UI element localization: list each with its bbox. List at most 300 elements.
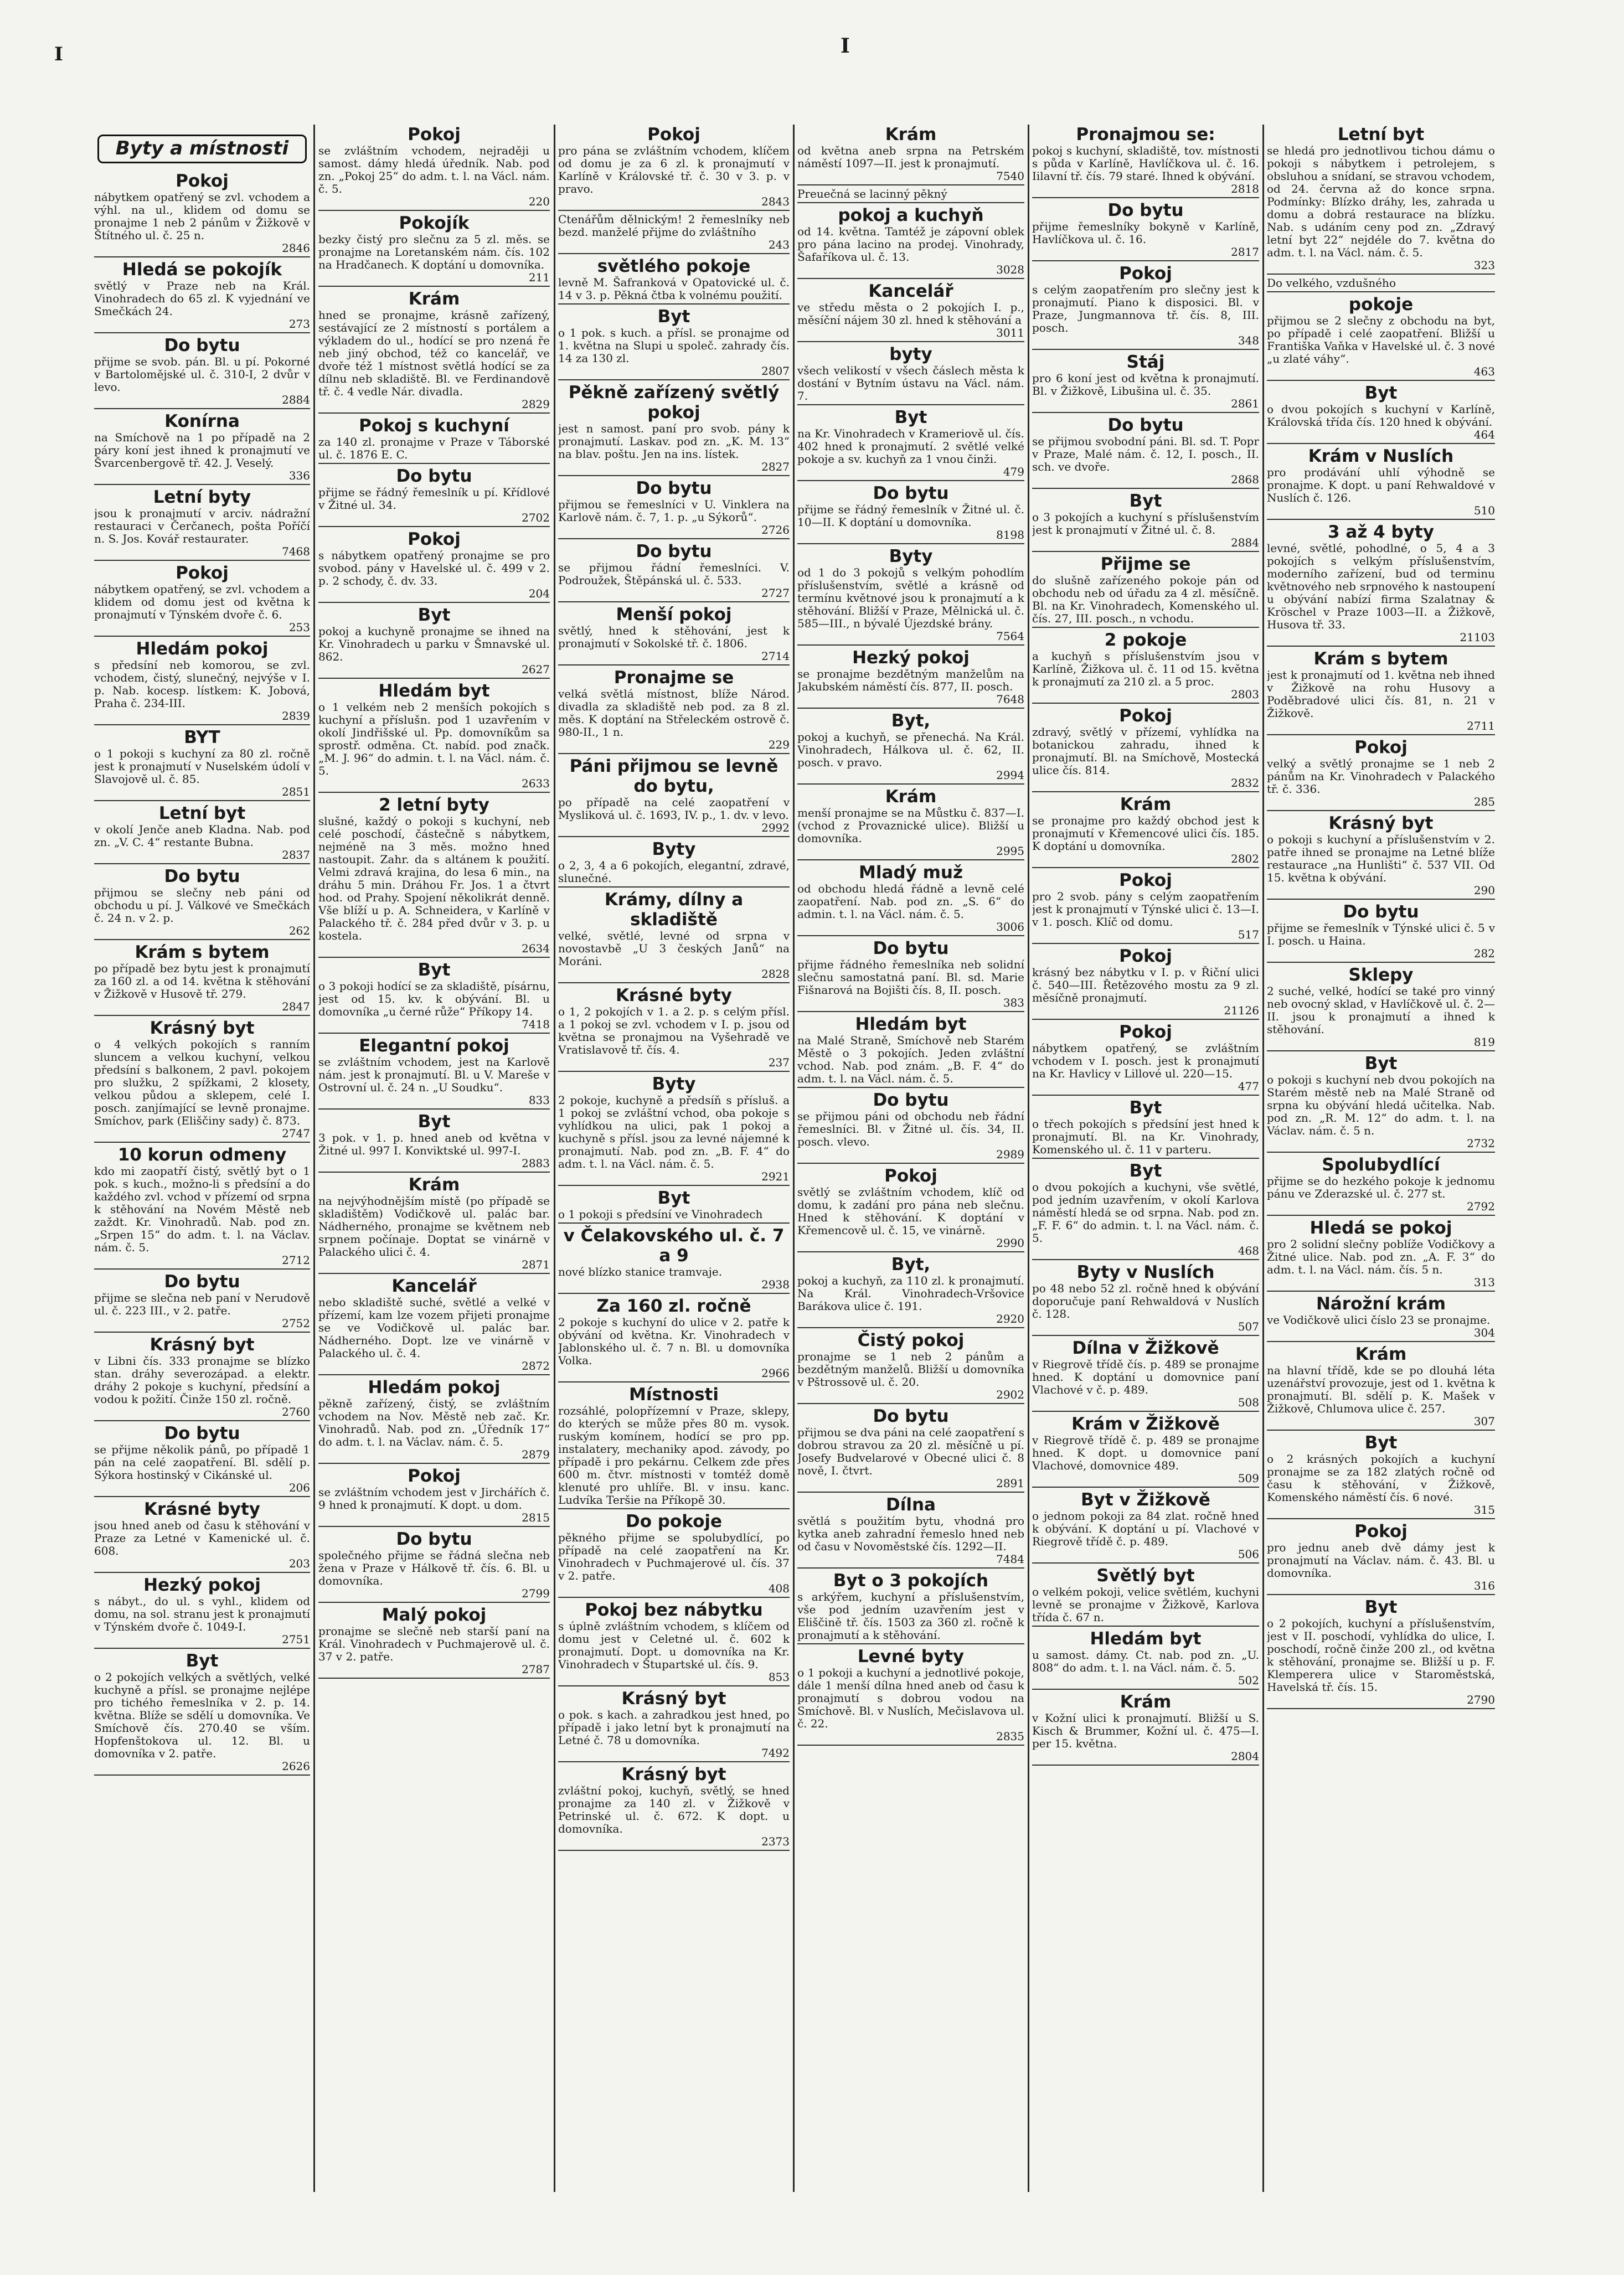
- ad-number: 204: [528, 587, 550, 600]
- ad-heading: Do bytu: [873, 938, 949, 958]
- ad-body: pro 2 solidní slečny poblíže Vodičkovy a Žitné ulice. Nab. pod zn. „A. F. 3“ do adm. t. l. na Václ. nám. čís. 5 n.: [1267, 1237, 1495, 1276]
- classified-ad: [1267, 737, 1495, 811]
- classified-ad: [318, 960, 550, 1034]
- ad-number: 2726: [761, 523, 790, 536]
- classified-ad: [797, 1166, 1024, 1252]
- ad-number: 285: [1473, 795, 1495, 808]
- classified-ad: [797, 125, 1024, 185]
- ad-body: se pronajme bezdětným manželům na Jakubském náměstí čís. 877, II. posch.: [797, 667, 1024, 693]
- classified-ad: [318, 1112, 550, 1173]
- ad-body: o 1 pokoji s kuchyní za 80 zl. ročně jest k pronajmutí v Nuselském údolí v Slavojově ul. č. 85.: [94, 747, 310, 786]
- ad-body: slušné, každý o pokoji s kuchyní, neb celé poschodí, částečně s nábytkem, nejméně na 3 měs. možno hned nastoupit. Zahr. da s altánem k použití. Velmi zdravá krajina, do lesa 6 min., na dráhu 5 min. Dráhou Fr. Jos. 1 a čtvrt hod. od Prahy. Spojení několikrát denně. Vše blíží u p. A. Schneidera, v Karlíně v Palackého tř. č. 284 před dvůr v 3. p. u kostela.: [318, 814, 550, 942]
- classified-ad: [1032, 1262, 1259, 1336]
- ad-body: na Kr. Vinohradech v Krameriově ul. čís. 402 hned k pronajmutí. 2 světlé velké pokoje a sv. kuchyň za 1 vnou činži.: [797, 427, 1024, 466]
- ad-body: pro 2 svob. pány s celým zaopatřením jest k pronajmutí v Týnské ulici č. 13—I. v 1. posch. Klíč od domu.: [1032, 890, 1259, 928]
- ad-number: 2747: [282, 1127, 310, 1140]
- ad-body: přijme řemeslníky bokyně v Karlíně, Havlíčkova ul. č. 16.: [1032, 220, 1259, 246]
- ad-body: se pronajme pro každý obchod jest k pronajmutí v Křemencové ulici čís. 185. K doptání u domovníka.: [1032, 814, 1259, 853]
- ad-body: u samost. dámy. Ct. nab. pod zn. „U. 808“ do adm. t. l. na Václ. nám. č. 5.: [1032, 1648, 1259, 1674]
- ad-body: se hledá pro jednotlivou tichou dámu o pokoji s nábytkem i petrolejem, s obsluhou a snídaní, se stravou vchodem, od 24. června až do konce srpna. Podmínky: Blízko dráhy, les, zahrada u domu a dobrá restaurace na blízku. Nab. s udáním ceny pod zn. „Zdravý letní byt 22“ nejdéle do 7. května do adm. t. l. na Václ. nám. č. 5.: [1267, 144, 1495, 259]
- ad-body: světlý se zvláštním vchodem, klíč od domu, k zadání pro pána neb slečnu. Hned k stěhování. K doptání v Křemencově ul. č. 15, ve vinárně.: [797, 1185, 1024, 1237]
- ad-number: 282: [1473, 947, 1495, 960]
- ad-heading: pokoje: [1348, 295, 1414, 314]
- ad-body: všech velikostí v všech čáslech města k dostání v Bytním ústavu na Václ. nám. 7.: [797, 364, 1024, 403]
- ad-body: o 2, 3, 4 a 6 pokojích, elegantní, zdravé, slunečné.: [558, 859, 790, 885]
- ad-heading: Byt,: [891, 1255, 931, 1275]
- ad-number: 2627: [522, 663, 550, 676]
- ad-body: v okolí Jenče aneb Kladna. Nab. pod zn. „V. C. 4“ restante Bubna.: [94, 823, 310, 849]
- classified-ad: [318, 213, 550, 287]
- ad-heading: Krám s bytem: [135, 942, 270, 962]
- ad-heading: Nárožní krám: [1316, 1294, 1446, 1314]
- ad-number: 2871: [522, 1258, 550, 1271]
- ad-number: 7492: [761, 1746, 790, 1760]
- ad-number: 7484: [996, 1552, 1024, 1566]
- ad-heading: Pokoj: [408, 1466, 461, 1486]
- classified-ad: [318, 416, 550, 464]
- classified-ad: [1267, 125, 1495, 275]
- ad-number: 253: [288, 621, 310, 634]
- classified-ad: [318, 289, 550, 414]
- ad-heading: Do bytu: [873, 483, 949, 503]
- ad-heading: Páni přijmou se levně do bytu,: [569, 756, 779, 796]
- classified-ad: [558, 213, 790, 254]
- ad-heading: Pokoj: [1354, 1521, 1408, 1541]
- classified-ad: [1032, 352, 1259, 413]
- ad-heading: Krám: [1355, 1344, 1407, 1364]
- ad-number: 2817: [1231, 245, 1259, 259]
- classified-ad: [558, 1511, 790, 1598]
- ad-body: pěkně zařízený, čistý, se zvláštním vchodem na Nov. Městě neb zač. Kr. Vinohradů. Nab. pod zn. „Úředník 17“ do adm. t. l. na Václav. nám. č. 5.: [318, 1397, 550, 1448]
- ad-number: 468: [1238, 1244, 1259, 1257]
- ad-number: 502: [1238, 1674, 1259, 1687]
- ad-heading: Krám v Nuslích: [1308, 446, 1454, 466]
- classified-ad: [1267, 1344, 1495, 1431]
- classified-ad: [558, 256, 790, 305]
- ad-body: o 2 pokojích velkých a světlých, velké kuchyně a přísl. se pronajme nejlépe pro tichého řemeslníka v 2. p. 14. května. Blíže se sdělí u domovníka. Ve Smíchově čís. 270.40 se vším. Hopfenštokova ul. 12. Bl. u domovníka v 2. patře.: [94, 1670, 310, 1760]
- ad-number: 2815: [522, 1511, 550, 1524]
- ad-number: 2868: [1231, 473, 1259, 486]
- ad-number: 2920: [996, 1312, 1024, 1325]
- classified-ad: [558, 1074, 790, 1186]
- ad-heading: Hledám pokoj: [368, 1378, 501, 1397]
- ad-heading: Do bytu: [396, 1529, 472, 1549]
- ad-heading: Byt o 3 pokojích: [833, 1571, 989, 1591]
- ad-number: 290: [1473, 884, 1495, 897]
- ad-body: kdo mi zaopatří čistý, světlý byt o 1 pok. s kuch., možno-li s předsíní a do každého zvl. vchod v přízemí od srpna k stěhování na Novém Městě neb zaždt. Kr. Vinohradů. Nab. pod zn. „Srpen 15“ do adm. t. l. na Václav. nám. č. 5.: [94, 1164, 310, 1254]
- ad-body: přijme řádného řemeslníka neb solidní slečnu samostatná paní. Bl. sd. Marie Fišnarová na Bojišti čís. 8, II. posch.: [797, 958, 1024, 997]
- classified-ad: [318, 795, 550, 958]
- classified-ad: [94, 639, 310, 725]
- ad-body: rozsáhlé, polopřízemní v Praze, sklepy, do kterých se může přes 80 m. vysok. ruským komínem, hodící se pro pp. instalatery, mechaniky apod. závody, po případě i pro pekárnu. Celkem zde přes 600 m. čtvr. místnosti v tomtéž domě klenuté pro uhlíře. Bl. v insu. kanc. Ludvíka Teršie na Příkopě 30.: [558, 1404, 790, 1507]
- ad-number: 464: [1473, 428, 1495, 441]
- ad-heading: byty: [889, 344, 932, 364]
- ad-heading: Pokoj: [884, 1166, 937, 1186]
- ad-body: v Kožní ulici k pronajmutí. Bližší u S. Kisch & Brummer, Kožní ul. č. 475—I. per 15. května.: [1032, 1711, 1259, 1750]
- ad-number: 833: [528, 1093, 550, 1107]
- ad-heading: BYT: [184, 728, 220, 747]
- classified-ad: [94, 487, 310, 561]
- ad-heading: Byt,: [891, 711, 931, 731]
- classified-ad: [1032, 1098, 1259, 1159]
- ad-body: přijme se slečna neb paní v Nerudově ul. č. 223 III., v 2. patře.: [94, 1291, 310, 1317]
- ad-body: světlý v Praze neb na Král. Vinohradech do 65 zl. K vyjednání ve Smečkách 24.: [94, 279, 310, 318]
- ad-number: 243: [768, 238, 790, 251]
- ad-body: o 1 pokoji s předsíní ve Vinohradech: [558, 1208, 763, 1221]
- classified-ad: [318, 1605, 550, 1679]
- classified-ad: [797, 648, 1024, 709]
- ad-number: 2994: [996, 768, 1024, 782]
- ad-body: na Malé Straně, Smíchově neb Starém Městě o 3 pokojích. Jeden zvláštní vchod. Nab. pod znám. „B. F. 4“ do adm. t. l. na Václ. nám. č. 5.: [797, 1034, 1024, 1085]
- ad-body: v Riegrově třídě čís. p. 489 se pronajme hned. K doptání u domovnice paní Vlachové v č. p. 489.: [1032, 1358, 1259, 1396]
- ad-heading: Místnosti: [628, 1385, 719, 1405]
- classified-ad: [1032, 706, 1259, 792]
- ad-body: pronajme se 1 neb 2 pánům a bezdětným manželů. Bližší u domovníka v Pštrossově ul. č. 20.: [797, 1350, 1024, 1389]
- ad-body: přijmou se řemeslníci v U. Vinklera na Karlově nám. č. 7, 1. p. „u Sýkorů“.: [558, 498, 790, 524]
- ad-number: 229: [768, 738, 790, 751]
- ad-heading: Elegantní pokoj: [359, 1036, 509, 1056]
- ad-number: 203: [288, 1557, 310, 1570]
- ad-heading: Kancelář: [868, 281, 953, 301]
- ad-heading: pokoj a kuchyň: [838, 205, 984, 225]
- ad-body: o pokoji s kuchyní neb dvou pokojích na Starém městě neb na Malé Straně od srpna ku obývání hledá učitelka. Nab. pod zn. „R. M. 12“ do adm. t. l. na Václav. nám. č. 5 n.: [1267, 1073, 1495, 1137]
- ad-number: 2790: [1467, 1693, 1495, 1706]
- ad-body: levně M. Šafranková v Opatovické ul. č. 14 v 3. p. Pěkná čtba k volnému použití.: [558, 276, 790, 302]
- classified-ad: [318, 1378, 550, 1464]
- ad-heading: Hledá se pokoj: [1309, 1218, 1452, 1238]
- ad-number: 2989: [996, 1148, 1024, 1161]
- classified-ad: [1267, 1054, 1495, 1153]
- ad-number: 8198: [996, 528, 1024, 541]
- ad-body: pokoj a kuchyň, se přenechá. Na Král. Vinohradech, Hálkova ul. č. 62, II. posch. v pravo.: [797, 730, 1024, 769]
- classified-ad: [797, 407, 1024, 481]
- classified-ad: [558, 478, 790, 539]
- classified-ad: [1032, 1490, 1259, 1564]
- ad-number: 2861: [1231, 397, 1259, 410]
- ad-heading: Byt: [1129, 1098, 1162, 1118]
- ad-body: menší pronajme se na Můstku č. 837—I. (vchod z Provaznické ulice). Bližší u domovníka.: [797, 806, 1024, 845]
- ad-body: nebo skladiště suché, světlé a velké v přízemí, kam lze vozem přijeti pronajme se ve Vodičkově ul. palác bar. Nádherného. Dopt. lze ve vinárně v Palackého ul. č. 4.: [318, 1296, 550, 1360]
- ad-heading: Levné byty: [857, 1647, 965, 1667]
- ad-body: pokoj a kuchyně pronajme se ihned na Kr. Vinohradech u parku v Šmnavské ul. 862.: [318, 625, 550, 663]
- ad-body: o 1 pokoji a kuchyní a jednotlivé pokoje, dále 1 menší dílna hned aneb od času k pronajmutí s dobrou vodou na Smíchově. Bl. v Nuslích, Mečislavova ul. č. 22.: [797, 1666, 1024, 1730]
- ad-number: 2837: [282, 848, 310, 861]
- ad-heading: Byt: [894, 407, 927, 427]
- classified-ad: [797, 711, 1024, 785]
- classified-ad: [558, 1226, 790, 1294]
- ad-body: s celým zaopatřením pro slečny jest k pronajmutí. Piano k disposici. Bl. v Praze, Jungmannova tř. čís. 8, III. posch.: [1032, 283, 1259, 334]
- classified-ad: [558, 986, 790, 1072]
- ad-number: 211: [528, 271, 550, 284]
- classified-ad: [558, 383, 790, 476]
- classified-ad: [94, 411, 310, 485]
- classified-ad: [318, 1276, 550, 1375]
- ad-body: od 1 do 3 pokojů s velkým pohodlím příslušenstvím, světlé a krásně od termínu květnové jsou k pronajmutí a k stěhování. Bližší v Praze, Mělnická ul. č. 585—III., n bývalé Újezdské brány.: [797, 566, 1024, 630]
- classified-ad: [1267, 813, 1495, 900]
- ad-body: pro prodávání uhlí výhodně se pronajme. K dopt. u paní Rehwaldové v Nuslích č. 126.: [1267, 466, 1495, 504]
- ad-heading: Pokoj: [1119, 870, 1172, 890]
- ad-heading: Pokoj: [176, 171, 229, 191]
- classified-ad: [797, 205, 1024, 279]
- ad-heading: Krásný byt: [1328, 813, 1434, 833]
- column-3: [558, 125, 790, 2186]
- ad-body: se zvláštním vchodem, nejraději u samost. dámy hledá úředník. Nab. pod zn. „Pokoj 25“ do adm. t. l. na Václ. nám. č. 5.: [318, 144, 550, 195]
- classified-ad: [1267, 522, 1495, 647]
- ad-number: 7648: [996, 693, 1024, 706]
- classified-ad: [94, 1575, 310, 1649]
- ad-number: 2802: [1231, 852, 1259, 865]
- classified-ad: [1032, 1629, 1259, 1690]
- ad-heading: Byty: [652, 1074, 696, 1094]
- ad-heading: Malý pokoj: [381, 1605, 487, 1625]
- top-mark: I: [841, 34, 850, 58]
- ad-number: 2634: [522, 942, 550, 955]
- ad-heading: Krásný byt: [149, 1335, 255, 1355]
- ad-heading: Pokojík: [399, 213, 470, 233]
- classified-ad: [318, 681, 550, 793]
- ad-heading: Do bytu: [1107, 200, 1184, 220]
- ad-number: 853: [768, 1670, 790, 1684]
- ad-heading: Krásný byt: [621, 1689, 726, 1709]
- classified-ad: [1267, 1155, 1495, 1216]
- ad-heading: Byty: [889, 546, 933, 566]
- ad-heading: Pokoj: [1119, 706, 1172, 726]
- classified-ad: [318, 1529, 550, 1603]
- ad-body: od května aneb srpna na Petrském náměstí 1097—II. jest k pronajmutí.: [797, 144, 1024, 170]
- ad-body: přijme se do hezkého pokoje k jednomu pánu ve Zderazské ul. č. 277 st.: [1267, 1174, 1495, 1200]
- ad-heading: Krásné byty: [616, 986, 732, 1005]
- ad-body: po případě bez bytu jest k pronajmutí za 160 zl. a od 14. května k stěhování v Žižkově v Husově tř. 279.: [94, 962, 310, 1000]
- ad-body: nábytkem opatřený se zvl. vchodem a výhl. na ul., klidem od domu se pronajme 1 neb 2 pánům v Žižkově v Štítného ul. č. 25 n.: [94, 190, 310, 242]
- ad-number: 348: [1238, 334, 1259, 347]
- ad-body: do slušně zařízeného pokoje pán od obchodu neb od úřadu za 4 zl. měsíčně. Bl. na Kr. Vinohradech, Komenského ul. čís. 27, III. posch., n vchodu.: [1032, 574, 1259, 625]
- ad-body: na Smíchově na 1 po případě na 2 páry koní jest ihned k pronajmutí ve Švarcenbergově tř. 42. J. Veselý.: [94, 431, 310, 470]
- ad-number: 2839: [282, 709, 310, 723]
- ad-heading: světlého pokoje: [597, 256, 751, 276]
- ad-heading: Pokoj: [1354, 737, 1408, 757]
- ad-body: Do velkého, vzdušného: [1267, 276, 1396, 290]
- ad-heading: Byt: [1129, 491, 1162, 511]
- ad-heading: Byt: [1364, 1054, 1398, 1074]
- ad-number: 2921: [761, 1170, 790, 1183]
- ad-heading: Pronajme se: [613, 668, 734, 688]
- classified-ad: [1032, 1338, 1259, 1412]
- ad-number: 2872: [522, 1359, 550, 1373]
- classified-ad: [558, 668, 790, 754]
- ad-number: 508: [1238, 1396, 1259, 1409]
- ad-body: o 1, 2 pokojích v 1. a 2. p. s celým přísl. a 1 pokoj se zvl. vchodem v I. p. jsou od května se pronajmou na Vyšehradě ve Vratislavově tř. čís. 4.: [558, 1005, 790, 1056]
- ad-body: přijmou se 2 slečny z obchodu na byt, po případě i celé zaopatření. Bližší u Františka Vaňka v Havelské ul. č. 3 nové „u zlaté váhy“.: [1267, 314, 1495, 365]
- ad-body: o 4 velkých pokojích s ranním sluncem a velkou kuchyní, velkou předsíní s balkonem, 2 pavl. pokojem pro služku, 2 spížkami, 2 klosety, velkou půdou a sklepem, celé I. posch. zanjímající se levně pronajme. Smíchov, park (Eliščiny sady) č. 873.: [94, 1038, 310, 1127]
- ad-heading: Krám: [1120, 1692, 1172, 1712]
- ad-heading: Do bytu: [1343, 902, 1419, 922]
- ad-number: 220: [528, 195, 550, 208]
- ad-body: se přijmou páni od obchodu neb řádní řemeslníci. Bl. v Žitné ul. čís. 34, II. posch. vlevo.: [797, 1110, 1024, 1148]
- ad-number: 2891: [996, 1477, 1024, 1490]
- classified-ad: [1267, 446, 1495, 520]
- ad-heading: Přijme se: [1100, 554, 1191, 574]
- ad-heading: Sklepy: [1348, 965, 1414, 985]
- ad-body: zvláštní pokoj, kuchyň, světlý, se hned pronajme za 140 zl. v Žižkově v Petrinské ul. č. 672. K dopt. u domovníka.: [558, 1784, 790, 1835]
- ad-number: 21103: [1460, 631, 1495, 644]
- ad-heading: Stáj: [1126, 352, 1165, 372]
- ad-heading: 2 letní byty: [379, 795, 489, 815]
- classified-ad: [558, 1689, 790, 1762]
- classified-ad: [1032, 946, 1259, 1020]
- ad-number: 517: [1238, 928, 1259, 941]
- classified-ad: [94, 942, 310, 1016]
- classified-ad: [94, 1272, 310, 1333]
- ad-heading: Byt: [1364, 1597, 1398, 1617]
- classified-ad: [797, 1014, 1024, 1088]
- ad-number: 2787: [522, 1663, 550, 1676]
- ad-number: 819: [1473, 1035, 1495, 1049]
- classified-ad: [94, 728, 310, 801]
- classified-ad: [318, 605, 550, 679]
- ad-body: a kuchyň s příslušenstvím jsou v Karlíně, Žižkova ul. č. 11 od 15. května k pronajmutí za 210 zl. a 5 proc.: [1032, 649, 1259, 688]
- ad-body: společného přijme se řádná slečna neb žena v Praze v Hálkově tř. čís. 6. Bl. u domovníka.: [318, 1549, 550, 1587]
- ad-heading: Letní byty: [153, 487, 251, 507]
- classified-ad: [94, 171, 310, 257]
- ad-number: 323: [1473, 259, 1495, 272]
- ad-number: 2373: [761, 1835, 790, 1848]
- ad-number: 2846: [282, 241, 310, 255]
- ad-heading: Kancelář: [391, 1276, 477, 1296]
- ad-body: pro 6 koní jest od května k pronajmutí. Bl. v Žižkově, Libušina ul. č. 35.: [1032, 372, 1259, 398]
- classified-ad: [797, 1495, 1024, 1569]
- ad-body: se přijmou svobodní páni. Bl. sd. T. Popr v Praze, Malé nám. č. 12, I. posch., II. sch. ve dvoře.: [1032, 435, 1259, 473]
- ad-body: v Riegrově třídě č. p. 489 se pronajme hned. K dopt. u domovnice paní Vlachové, domovnice 489.: [1032, 1433, 1259, 1472]
- ad-heading: Dílna: [886, 1495, 936, 1515]
- ad-heading: Krámy, dílny a skladiště: [604, 890, 744, 930]
- ad-number: 2884: [282, 393, 310, 406]
- ad-heading: Byt: [417, 605, 451, 625]
- ad-body: hned se pronajme, krásně zařízený, sestávající ze 2 místností s portálem a výkladem do ul., hodící se pro nzená ře neb jiný obchod, též co kancelář, ve dvoře též 1 místnost světlá hodící se za dílnu neb skladiště. Bl. ve Ferdinandově tř. č. 4 vedle Nár. divadla.: [318, 308, 550, 398]
- classified-ad: [558, 839, 790, 888]
- classified-ad: [558, 125, 790, 211]
- classified-ad: [94, 563, 310, 637]
- ad-body: ve středu města o 2 pokojích I. p., měsíční nájem 30 zl. hned k stěhování a: [797, 301, 1024, 327]
- ad-number: 2702: [522, 511, 550, 524]
- classified-ad: [1267, 649, 1495, 735]
- ad-body: velké, světlé, levné od srpna v novostavbě „U 3 českých Janů“ na Moráni.: [558, 929, 790, 968]
- ad-body: s arkýřem, kuchyní a příslušenstvím, vše pod jedním uzavřením jest v Eliščině tř. čís. 1503 za 360 zl. ročně k pronajmutí a k stěhování.: [797, 1590, 1024, 1642]
- ad-number: 2752: [282, 1317, 310, 1330]
- ad-number: 3006: [996, 920, 1024, 933]
- classified-ad: [1032, 1022, 1259, 1096]
- classified-ad: [1032, 630, 1259, 704]
- classified-ad: [1267, 1521, 1495, 1595]
- ad-heading: Pěkně zařízený světlý pokoj: [568, 383, 780, 422]
- classified-ad: [94, 1145, 310, 1270]
- classified-ad: [318, 466, 550, 527]
- ad-body: o dvou pokojích a kuchyni, vše světlé, pod jedním uzavřením, v okolí Karlova náměstí hledá se od srpna. Nab. pod zn. „F. F. 6“ do admin. t. l. na Václ. nám. č. 5.: [1032, 1180, 1259, 1245]
- ad-heading: Byt: [185, 1651, 219, 1671]
- ad-body: bezky čistý pro slečnu za 5 zl. měs. se pronajme na Loretanském nám. čís. 102 na Hradčanech. K doptání u domovníka.: [318, 233, 550, 271]
- column-5: [1032, 125, 1259, 2186]
- column-2: [318, 125, 550, 2186]
- ad-number: 2711: [1467, 719, 1495, 732]
- ad-body: za 140 zl. pronajme v Praze v Táborské ul. č. 1876 E. C.: [318, 435, 550, 461]
- ad-body: po 48 nebo 52 zl. ročně hned k obývání doporučuje paní Rehwaldová v Nuslích č. 128.: [1032, 1282, 1259, 1320]
- classified-ad: [1032, 1414, 1259, 1488]
- ad-heading: Letní byt: [1337, 125, 1425, 145]
- ad-heading: Do bytu: [636, 541, 712, 561]
- classified-ad: [797, 483, 1024, 544]
- classified-ad: [797, 344, 1024, 405]
- ad-number: 2633: [522, 777, 550, 790]
- ad-body: nábytkem opatřený, se zvláštním vchodem v I. posch. jest k pronajmutí na Kr. Havlicy v Lillové ul. 220—15.: [1032, 1041, 1259, 1080]
- ad-heading: Krám: [885, 787, 937, 807]
- ad-number: 2966: [761, 1366, 790, 1380]
- ad-heading: Letní byt: [158, 803, 246, 823]
- classified-ad: [558, 1765, 790, 1851]
- classified-ad: [797, 1330, 1024, 1404]
- ad-number: 7418: [522, 1018, 550, 1031]
- ad-body: 3 pok. v 1. p. hned aneb od května v Žitné ul. 997 I. Konviktské ul. 997-I.: [318, 1131, 550, 1157]
- ad-body: 2 pokoje s kuchyní do ulice v 2. patře k obývání od května. Kr. Vinohradech v Jablonského ul. č. 7 n. Bl. u domovníka Volka.: [558, 1316, 790, 1367]
- ad-number: 2792: [1467, 1200, 1495, 1213]
- ad-body: v Libni čís. 333 pronajme se blízko stan. dráhy severozápad. a elektr. dráhy 2 pokoje s kuchyní, předsíní a vodou k požití. Činže 150 zl. ročně.: [94, 1354, 310, 1406]
- ad-number: 477: [1238, 1080, 1259, 1093]
- classified-ad: [1032, 1161, 1259, 1260]
- ad-number: 307: [1473, 1415, 1495, 1428]
- ad-body: velký a světlý pronajme se 1 neb 2 pánům na Kr. Vinohradech v Palackého tř. č. 336.: [1267, 757, 1495, 796]
- ad-body: jest k pronajmutí od 1. května neb ihned v Žižkově na rohu Husovy a Poděbradové ulici čís. 81, n. 21 v Žižkově.: [1267, 668, 1495, 720]
- ad-number: 2995: [996, 844, 1024, 858]
- ad-number: 2712: [282, 1253, 310, 1267]
- ad-number: 2883: [522, 1157, 550, 1170]
- ad-number: 509: [1238, 1472, 1259, 1485]
- ad-body: krásný bez nábytku v I. p. v Řiční ulici č. 540—III. Řetězového mostu za 9 zl. měsíčně pronajmutí.: [1032, 966, 1259, 1004]
- ad-body: pěkného přijme se spolubydlící, po případě na celé zaopatření na Kr. Vinohradech v Puchmajerové ul. čís. 37 v 2. patře.: [558, 1531, 790, 1582]
- ad-heading: Mladý muž: [859, 863, 963, 883]
- column-4: [797, 125, 1024, 2186]
- ad-number: 2879: [522, 1448, 550, 1461]
- classified-ad: [318, 529, 550, 603]
- ad-number: 2847: [282, 1000, 310, 1013]
- ad-number: 2990: [996, 1236, 1024, 1250]
- column-divider: [793, 125, 795, 2192]
- classified-ad: [558, 541, 790, 602]
- classified-ad: [797, 1647, 1024, 1746]
- ad-heading: Byty: [652, 839, 696, 859]
- classified-ad: [318, 125, 550, 211]
- classified-ad: [94, 866, 310, 940]
- classified-ad: [318, 1175, 550, 1274]
- ad-body: se přijme několik pánů, po případě 1 pán na celé zaopatření. Bl. sdělí p. Sýkora hostinský v Cikánské ul.: [94, 1443, 310, 1482]
- ad-heading: Do bytu: [396, 466, 472, 486]
- classified-ad: [94, 1423, 310, 1497]
- ad-number: 2828: [761, 967, 790, 981]
- classified-ad: [558, 307, 790, 380]
- classified-ad: [94, 260, 310, 333]
- ad-number: 2818: [1231, 182, 1259, 195]
- ad-body: od obchodu hledá řádně a levně celé zaopatření. Nab. pod zn. „S. 6“ do admin. t. l. na Václ. nám. č. 5.: [797, 882, 1024, 921]
- ad-body: o 1 velkém neb 2 menších pokojích s kuchyní a příslušn. pod 1 uzavřením v okolí Jindřišské ul. Pp. domovníkům sa sprostř. odměna. Ct. nabíd. pod značk. „M. J. 96“ do admin. t. l. na Václ. nám. č. 5.: [318, 700, 550, 777]
- ad-number: 2843: [761, 195, 790, 208]
- ad-body: 2 suché, velké, hodící se také pro vinný neb ovocný sklad, v Havlíčkově ul. č. 2—II. jsou k pronajmutí a ihned k stěhování.: [1267, 984, 1495, 1036]
- ad-number: 262: [288, 924, 310, 937]
- classified-ad: [94, 1018, 310, 1143]
- classified-ad: [1032, 1692, 1259, 1766]
- classified-ad: [558, 890, 790, 983]
- ad-number: 479: [1003, 465, 1024, 478]
- ad-number: 2938: [761, 1278, 790, 1291]
- ad-number: 2902: [996, 1388, 1024, 1401]
- ad-body: nové blízko stanice tramvaje.: [558, 1265, 723, 1278]
- ad-body: přijmou se dva páni na celé zaopatření s dobrou stravou za 20 zl. měsíčně u pí. Josefy Budvelarové v Obecné ulici č. 8 nově, I. čtvrt.: [797, 1426, 1024, 1477]
